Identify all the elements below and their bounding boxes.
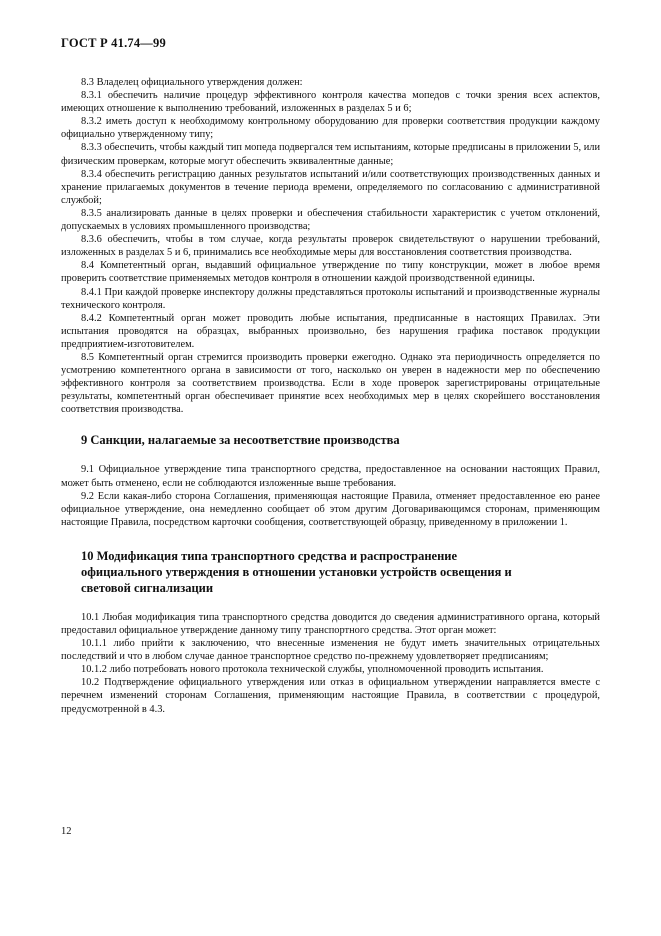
paragraph-8-4-2: 8.4.2 Компетентный орган может проводить любые испытания, предписанные в настоящих Правилах. Эти испытания проводятся на образцах, выбранных произвольно, без нарушения графика поставок продукции предприятием-изготовителем. <box>61 312 600 350</box>
paragraph-10-1-1: 10.1.1 либо прийти к заключению, что внесенные изменения не будут иметь значительных отрицательных последствий и что в любом случае данное транспортное средство по-прежнему удовлетворяет предписаниям; <box>61 638 600 663</box>
document-code-header: ГОСТ Р 41.74—99 <box>61 36 166 50</box>
paragraph-8-5: 8.5 Компетентный орган стремится производить проверки ежегодно. Однако эта периодичность определяется по усмотрению компетентного органа в зависимости от того, насколько он уверен в надежности мер по обеспечению эффективного контроля за соответствием производства. Если в ходе проверок зарегистрированы отрицательные результаты, компетентный орган обеспечивает принятие всех необходимых мер в целях скорейшего восстановления соответствия производства. <box>61 351 600 416</box>
section-9-heading: 9 Санкции, налагаемые за несоответствие производства <box>81 433 400 448</box>
paragraph-8-4: 8.4 Компетентный орган, выдавший официальное утверждение по типу конструкции, может в любое время проверить соответствие применяемых методов контроля в отношении каждой производственной единицы. <box>61 260 600 285</box>
paragraph-8-4-1: 8.4.1 При каждой проверке инспектору должны представляться протоколы испытаний и производственные журналы технического контроля. <box>61 286 600 311</box>
section-10-body <box>61 611 600 716</box>
section-9-body <box>61 463 600 528</box>
paragraph-9-1: 9.1 Официальное утверждение типа транспортного средства, предоставленное на основании настоящих Правил, может быть отменено, если не соблюдаются изложенные выше требования. <box>61 464 600 489</box>
paragraph-8-3-4: 8.3.4 обеспечить регистрацию данных результатов испытаний и/или соответствующих производственных данных и хранение прилагаемых документов в течение периода времени, определяемого по согласованию с административной службой; <box>61 168 600 206</box>
paragraph-10-1: 10.1 Любая модификация типа транспортного средства доводится до сведения административного органа, который предоставил официальное утверждение данному типу транспортного средства. Этот орган может: <box>61 611 600 636</box>
paragraph-8-3-2: 8.3.2 иметь доступ к необходимому контрольному оборудованию для проверки соответствия продукции каждому официально утвержденному типу; <box>61 116 600 141</box>
paragraph-8-3-6: 8.3.6 обеспечить, чтобы в том случае, когда результаты проверок свидетельствуют о нарушении требований, изложенных в разделах 5 и 6, принимались все необходимые меры для восстановления соответствия производства. <box>61 234 600 259</box>
section-8-body <box>61 76 600 416</box>
paragraph-10-1-2: 10.1.2 либо потребовать нового протокола технической службы, уполномоченной проводить испытания. <box>81 664 544 676</box>
paragraph-8-3: 8.3 Владелец официального утверждения должен: <box>81 77 303 88</box>
paragraph-8-3-1: 8.3.1 обеспечить наличие процедур эффективного контроля качества мопедов с точки зрения всех аспектов, имеющих отношение к выполнению требований, изложенных в разделах 5 и 6; <box>61 90 600 115</box>
paragraph-9-2: 9.2 Если какая-либо сторона Соглашения, применяющая настоящие Правила, отменяет предоставленное ею ранее официальное утверждение, она немедленно сообщает об этом другим Договаривающимся сторонам, применяющим настоящие Правила, посредством карточки сообщения, соответствующей образцу, приведенному в приложении 1. <box>61 490 600 528</box>
paragraph-8-3-5: 8.3.5 анализировать данные в целях проверки и обеспечения стабильности характеристик с учетом отклонений, допускаемых в условиях промышленного производства; <box>61 207 600 233</box>
section-10-heading: 10 Модификация типа транспортного средства и распространение официального утверждения в отношении установки устройств освещения и световой сигнализации <box>81 548 512 595</box>
paragraph-8-3-3: 8.3.3 обеспечить, чтобы каждый тип мопеда подвергался тем испытаниям, которые предписаны в приложении 5, или физическим проверкам, которые могут обеспечить эквивалентные данные; <box>61 142 600 167</box>
page-number: 12 <box>61 826 72 837</box>
page-content <box>61 76 600 716</box>
paragraph-10-2: 10.2 Подтверждение официального утверждения или отказ в официальном утверждении направляется вместе с перечнем изменений сторонам Соглашения, применяющим настоящие Правила, в соответствии с процедурой, предусмотренной в 4.3. <box>61 677 600 715</box>
